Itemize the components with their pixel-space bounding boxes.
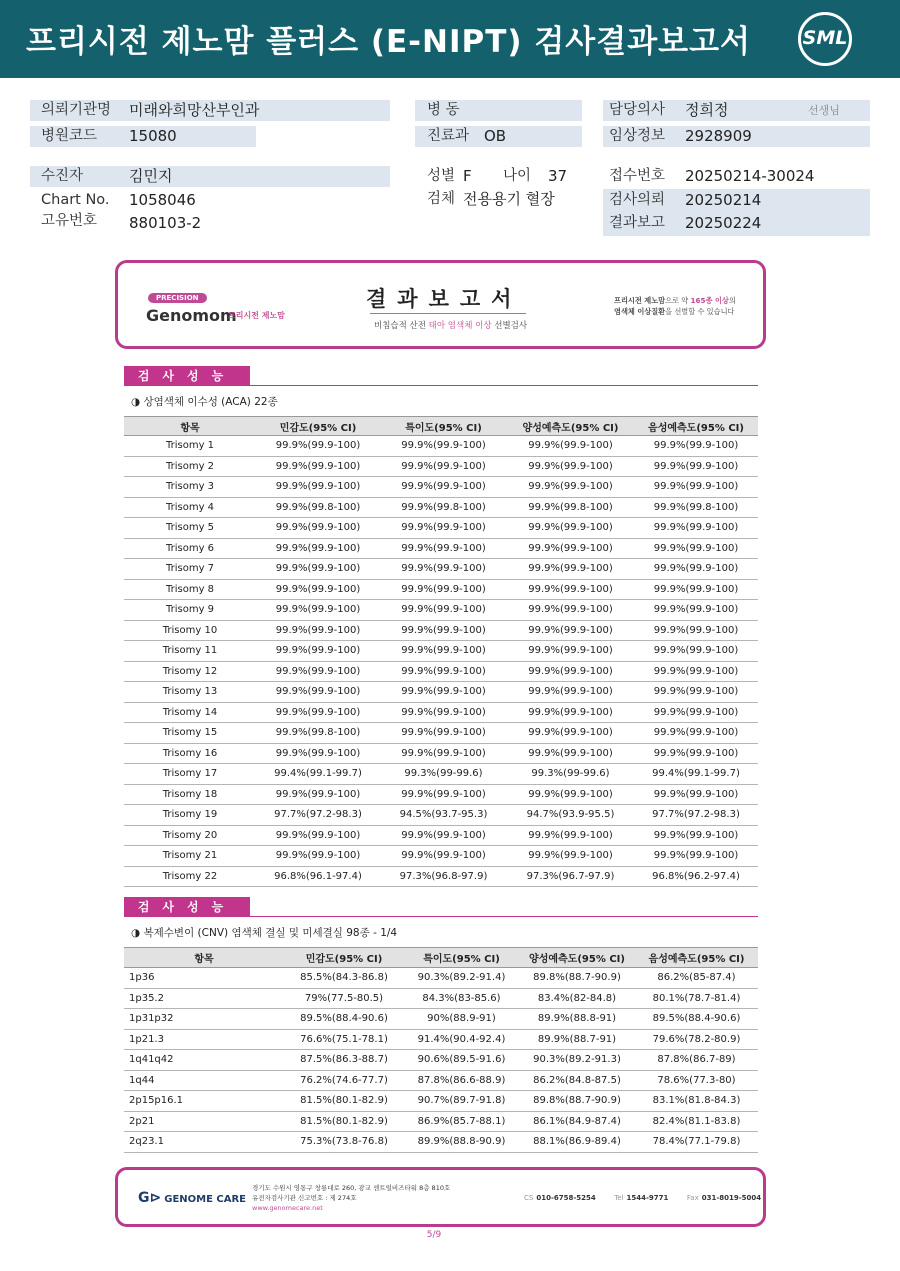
row-value-cell: 81.5%(80.1-82.9) — [284, 1111, 404, 1132]
row-item-cell: 2q23.1 — [124, 1132, 284, 1153]
row-item-cell: Trisomy 6 — [124, 538, 256, 559]
cnv-performance-table — [124, 947, 758, 1153]
row-value-cell: 99.9%(99.9-100) — [507, 846, 634, 867]
table-row — [124, 641, 758, 662]
table-header-row — [124, 948, 758, 968]
row-value-cell: 81.5%(80.1-82.9) — [284, 1091, 404, 1112]
request-value: 20250214 — [685, 191, 762, 209]
row-value-cell: 99.9%(99.9-100) — [256, 784, 380, 805]
row-value-cell: 99.9%(99.9-100) — [256, 436, 380, 457]
patient-name-label: 수진자 — [41, 168, 84, 184]
sml-logo — [798, 12, 852, 66]
uid-label: 고유번호 — [41, 213, 98, 229]
precision-badge: PRECISION — [148, 293, 207, 303]
col-header: 양성예측도(95% CI) — [507, 417, 634, 436]
cs-phone: 010-6758-5254 — [536, 1194, 596, 1202]
row-value-cell: 99.9%(99.9-100) — [507, 559, 634, 580]
table-row — [124, 1111, 758, 1132]
row-value-cell: 91.4%(90.4-92.4) — [404, 1029, 519, 1050]
row-value-cell: 99.9%(99.9-100) — [634, 743, 758, 764]
table-row — [124, 784, 758, 805]
row-value-cell: 80.1%(78.7-81.4) — [635, 988, 758, 1009]
footer-box — [115, 1167, 766, 1227]
row-item-cell: 1p21.3 — [124, 1029, 284, 1050]
row-value-cell: 99.9%(99.9-100) — [256, 682, 380, 703]
row-value-cell: 99.9%(99.9-100) — [256, 825, 380, 846]
row-value-cell: 86.2%(84.8-87.5) — [519, 1070, 635, 1091]
row-value-cell: 99.9%(99.9-100) — [380, 518, 507, 539]
row-value-cell: 99.9%(99.8-100) — [256, 497, 380, 518]
row-value-cell: 99.9%(99.9-100) — [634, 579, 758, 600]
tel-phone: 1544-9771 — [626, 1194, 669, 1202]
row-value-cell: 99.9%(99.9-100) — [507, 538, 634, 559]
uid-value: 880103-2 — [129, 214, 202, 232]
row-value-cell: 90.3%(89.2-91.3) — [519, 1050, 635, 1071]
report-date-label: 결과보고 — [609, 215, 666, 231]
row-value-cell: 99.9%(99.9-100) — [380, 436, 507, 457]
row-value-cell: 99.9%(99.9-100) — [507, 600, 634, 621]
row-item-cell: Trisomy 21 — [124, 846, 256, 867]
row-value-cell: 99.9%(99.9-100) — [256, 538, 380, 559]
row-value-cell: 99.4%(99.1-99.7) — [634, 764, 758, 785]
row-value-cell: 99.9%(99.9-100) — [380, 600, 507, 621]
row-value-cell: 99.9%(99.9-100) — [634, 846, 758, 867]
row-value-cell: 83.1%(81.8-84.3) — [635, 1091, 758, 1112]
receipt-value: 20250214-30024 — [685, 167, 815, 185]
row-value-cell: 99.9%(99.9-100) — [507, 825, 634, 846]
row-value-cell: 88.1%(86.9-89.4) — [519, 1132, 635, 1153]
row-value-cell: 99.3%(99-99.6) — [380, 764, 507, 785]
specimen-value: 전용용기 혈장 — [463, 190, 555, 208]
table-row — [124, 702, 758, 723]
row-value-cell: 99.9%(99.9-100) — [634, 661, 758, 682]
row-value-cell: 79%(77.5-80.5) — [284, 988, 404, 1009]
row-value-cell: 89.9%(88.8-91) — [519, 1009, 635, 1030]
row-value-cell: 86.1%(84.9-87.4) — [519, 1111, 635, 1132]
row-value-cell: 99.9%(99.9-100) — [634, 538, 758, 559]
row-value-cell: 99.9%(99.8-100) — [634, 497, 758, 518]
row-value-cell: 96.8%(96.2-97.4) — [634, 866, 758, 887]
row-value-cell: 99.9%(99.9-100) — [380, 538, 507, 559]
row-value-cell: 97.3%(96.7-97.9) — [507, 866, 634, 887]
row-item-cell: Trisomy 9 — [124, 600, 256, 621]
row-value-cell: 99.9%(99.9-100) — [256, 456, 380, 477]
row-value-cell: 99.9%(99.9-100) — [256, 846, 380, 867]
chart-no-value: 1058046 — [129, 191, 196, 209]
row-value-cell: 99.9%(99.9-100) — [380, 743, 507, 764]
dept-label: 진료과 — [427, 128, 470, 144]
institution-value: 미래와희망산부인과 — [129, 101, 260, 119]
row-value-cell: 83.4%(82-84.8) — [519, 988, 635, 1009]
row-value-cell: 99.9%(99.9-100) — [634, 641, 758, 662]
header-bar — [0, 0, 900, 78]
row-value-cell: 76.6%(75.1-78.1) — [284, 1029, 404, 1050]
row-value-cell: 99.9%(99.9-100) — [380, 825, 507, 846]
row-value-cell: 94.5%(93.7-95.3) — [380, 805, 507, 826]
row-value-cell: 90.3%(89.2-91.4) — [404, 968, 519, 989]
doctor-label: 담당의사 — [609, 102, 666, 118]
table-row — [124, 518, 758, 539]
row-value-cell: 84.3%(83-85.6) — [404, 988, 519, 1009]
row-value-cell: 99.3%(99-99.6) — [507, 764, 634, 785]
row-value-cell: 99.9%(99.9-100) — [256, 477, 380, 498]
table-row — [124, 497, 758, 518]
hospital-code-label: 병원코드 — [41, 128, 98, 144]
row-item-cell: Trisomy 1 — [124, 436, 256, 457]
report-date-value: 20250224 — [685, 214, 762, 232]
row-value-cell: 99.9%(99.9-100) — [507, 518, 634, 539]
genome-care-logo: G⊳ GENOME CARE — [138, 1190, 247, 1206]
doctor-value: 정희정 — [685, 101, 729, 119]
row-value-cell: 99.9%(99.9-100) — [634, 825, 758, 846]
table-row — [124, 743, 758, 764]
banner-description: 프리시전 제노맘으로 약 165종 이상의 염색체 이상질환을 선별할 수 있습니다 — [614, 296, 736, 316]
row-value-cell: 85.5%(84.3-86.8) — [284, 968, 404, 989]
row-value-cell: 99.9%(99.9-100) — [380, 477, 507, 498]
row-value-cell: 99.4%(99.1-99.7) — [256, 764, 380, 785]
request-label: 검사의뢰 — [609, 192, 666, 208]
col-header: 특이도(95% CI) — [380, 417, 507, 436]
table-row — [124, 1070, 758, 1091]
row-value-cell: 99.9%(99.9-100) — [380, 784, 507, 805]
row-value-cell: 96.8%(96.1-97.4) — [256, 866, 380, 887]
table-row — [124, 436, 758, 457]
row-value-cell: 99.9%(99.9-100) — [634, 620, 758, 641]
table-row — [124, 1009, 758, 1030]
col-header: 양성예측도(95% CI) — [519, 948, 635, 968]
row-value-cell: 99.9%(99.9-100) — [634, 702, 758, 723]
row-item-cell: Trisomy 19 — [124, 805, 256, 826]
age-label: 나이 — [503, 168, 532, 184]
row-value-cell: 78.4%(77.1-79.8) — [635, 1132, 758, 1153]
row-value-cell: 99.9%(99.9-100) — [256, 641, 380, 662]
chart-no-label: Chart No. — [41, 192, 110, 208]
row-value-cell: 99.9%(99.9-100) — [380, 456, 507, 477]
row-value-cell: 97.3%(96.8-97.9) — [380, 866, 507, 887]
row-item-cell: 1p36 — [124, 968, 284, 989]
row-value-cell: 99.9%(99.9-100) — [634, 784, 758, 805]
row-item-cell: 2p15p16.1 — [124, 1091, 284, 1112]
row-value-cell: 82.4%(81.1-83.8) — [635, 1111, 758, 1132]
row-value-cell: 99.9%(99.8-100) — [507, 497, 634, 518]
row-value-cell: 99.9%(99.9-100) — [507, 743, 634, 764]
row-value-cell: 99.9%(99.9-100) — [507, 723, 634, 744]
row-value-cell: 87.8%(86.7-89) — [635, 1050, 758, 1071]
row-value-cell: 99.9%(99.9-100) — [507, 641, 634, 662]
table-row — [124, 968, 758, 989]
row-item-cell: Trisomy 14 — [124, 702, 256, 723]
table-row — [124, 559, 758, 580]
row-value-cell: 86.9%(85.7-88.1) — [404, 1111, 519, 1132]
aca-performance-table — [124, 416, 758, 887]
table-row — [124, 600, 758, 621]
row-item-cell: Trisomy 18 — [124, 784, 256, 805]
age-value: 37 — [548, 167, 568, 185]
receipt-label: 접수번호 — [609, 168, 666, 184]
row-value-cell: 99.9%(99.9-100) — [256, 518, 380, 539]
genome-care-icon: G⊳ — [138, 1190, 162, 1206]
col-header: 항목 — [124, 417, 256, 436]
row-value-cell: 99.9%(99.9-100) — [256, 600, 380, 621]
row-item-cell: Trisomy 16 — [124, 743, 256, 764]
row-item-cell: Trisomy 22 — [124, 866, 256, 887]
row-value-cell: 76.2%(74.6-77.7) — [284, 1070, 404, 1091]
row-value-cell: 90.7%(89.7-91.8) — [404, 1091, 519, 1112]
clinical-label: 임상정보 — [609, 128, 666, 144]
ward-label: 병 동 — [427, 102, 460, 118]
table-row — [124, 538, 758, 559]
row-value-cell: 99.9%(99.9-100) — [380, 579, 507, 600]
col-header: 민감도(95% CI) — [256, 417, 380, 436]
section1-heading: 검사성능 — [124, 366, 250, 386]
section1-rule — [124, 385, 758, 386]
dept-value: OB — [484, 127, 507, 145]
row-value-cell: 99.9%(99.9-100) — [380, 702, 507, 723]
row-item-cell: Trisomy 7 — [124, 559, 256, 580]
report-title: 프리시전 제노맘 플러스 (E-NIPT) 검사결과보고서 — [26, 24, 751, 60]
row-item-cell: Trisomy 13 — [124, 682, 256, 703]
row-item-cell: Trisomy 3 — [124, 477, 256, 498]
row-item-cell: 1q41q42 — [124, 1050, 284, 1071]
table-row — [124, 988, 758, 1009]
sex-value: F — [463, 167, 472, 185]
footer-address-block — [252, 1183, 450, 1213]
col-header: 음성예측도(95% CI) — [635, 948, 758, 968]
footer-url[interactable]: www.genomecare.net — [252, 1204, 323, 1212]
row-value-cell: 99.9%(99.9-100) — [507, 784, 634, 805]
page-number: 5/9 — [426, 1230, 442, 1240]
col-header: 특이도(95% CI) — [404, 948, 519, 968]
row-value-cell: 89.5%(88.4-90.6) — [284, 1009, 404, 1030]
banner-subtitle: 비침습적 산전 태아 염색체 이상 선별검사 — [374, 321, 528, 331]
row-value-cell: 99.9%(99.9-100) — [256, 620, 380, 641]
section2-subtitle: ◑ 복제수변이 (CNV) 염색체 결실 및 미세결실 98종 - 1/4 — [131, 927, 398, 939]
table-header-row — [124, 417, 758, 436]
row-value-cell: 99.9%(99.9-100) — [634, 600, 758, 621]
table-row — [124, 1091, 758, 1112]
clinical-value: 2928909 — [685, 127, 752, 145]
row-value-cell: 99.9%(99.9-100) — [507, 620, 634, 641]
section2-rule — [124, 916, 758, 917]
doctor-suffix: 선생님 — [808, 104, 840, 117]
row-value-cell: 99.9%(99.9-100) — [634, 477, 758, 498]
banner-title: 결과보고서 — [366, 287, 523, 311]
row-value-cell: 86.2%(85-87.4) — [635, 968, 758, 989]
table-row — [124, 1132, 758, 1153]
row-value-cell: 99.9%(99.9-100) — [634, 559, 758, 580]
row-value-cell: 99.9%(99.8-100) — [380, 497, 507, 518]
row-item-cell: Trisomy 12 — [124, 661, 256, 682]
patient-name-box — [30, 166, 390, 187]
sex-label: 성별 — [427, 168, 456, 184]
banner-title-underline — [370, 313, 526, 314]
row-item-cell: 1p35.2 — [124, 988, 284, 1009]
row-value-cell: 99.9%(99.9-100) — [507, 661, 634, 682]
row-value-cell: 79.6%(78.2-80.9) — [635, 1029, 758, 1050]
hospital-code-value: 15080 — [129, 127, 177, 145]
sml-logo-text: SML — [802, 27, 848, 49]
patient-name-value: 김민지 — [129, 167, 173, 185]
row-item-cell: Trisomy 20 — [124, 825, 256, 846]
row-item-cell: Trisomy 5 — [124, 518, 256, 539]
table-row — [124, 764, 758, 785]
genomom-banner — [115, 260, 766, 349]
row-value-cell: 99.9%(99.9-100) — [634, 456, 758, 477]
table-row — [124, 723, 758, 744]
row-value-cell: 90%(88.9-91) — [404, 1009, 519, 1030]
row-value-cell: 99.9%(99.9-100) — [380, 620, 507, 641]
row-value-cell: 99.9%(99.9-100) — [507, 682, 634, 703]
row-value-cell: 99.9%(99.9-100) — [507, 477, 634, 498]
row-value-cell: 89.9%(88.7-91) — [519, 1029, 635, 1050]
col-header: 음성예측도(95% CI) — [634, 417, 758, 436]
table-row — [124, 825, 758, 846]
col-header: 민감도(95% CI) — [284, 948, 404, 968]
row-item-cell: Trisomy 4 — [124, 497, 256, 518]
institution-label: 의뢰기관명 — [41, 102, 112, 118]
row-item-cell: Trisomy 17 — [124, 764, 256, 785]
table-row — [124, 456, 758, 477]
specimen-label: 검체 — [427, 191, 456, 207]
table-row — [124, 620, 758, 641]
table-row — [124, 1050, 758, 1071]
table-row — [124, 682, 758, 703]
row-item-cell: 1p31p32 — [124, 1009, 284, 1030]
section1-subtitle: ◑ 상염색체 이수성 (ACA) 22종 — [131, 396, 278, 408]
row-item-cell: 1q44 — [124, 1070, 284, 1091]
row-value-cell: 99.9%(99.9-100) — [380, 723, 507, 744]
row-value-cell: 89.9%(88.8-90.9) — [404, 1132, 519, 1153]
row-value-cell: 99.9%(99.9-100) — [380, 846, 507, 867]
row-value-cell: 99.9%(99.9-100) — [380, 661, 507, 682]
fax-phone: 031-8019-5004 — [701, 1194, 762, 1202]
row-value-cell: 99.9%(99.9-100) — [256, 559, 380, 580]
row-value-cell: 99.9%(99.9-100) — [634, 436, 758, 457]
row-value-cell: 97.7%(97.2-98.3) — [256, 805, 380, 826]
row-value-cell: 89.8%(88.7-90.9) — [519, 968, 635, 989]
row-value-cell: 99.9%(99.9-100) — [634, 723, 758, 744]
row-item-cell: Trisomy 8 — [124, 579, 256, 600]
row-value-cell: 90.6%(89.5-91.6) — [404, 1050, 519, 1071]
table-row — [124, 477, 758, 498]
table-row — [124, 661, 758, 682]
row-value-cell: 99.9%(99.9-100) — [634, 682, 758, 703]
row-value-cell: 99.9%(99.9-100) — [507, 456, 634, 477]
footer-address: 경기도 수원시 영통구 창룡대로 260, 광교 센트럴비즈타워 8층 810호 — [252, 1184, 451, 1192]
row-value-cell: 78.6%(77.3-80) — [635, 1070, 758, 1091]
row-value-cell: 99.9%(99.9-100) — [380, 559, 507, 580]
row-value-cell: 87.5%(86.3-88.7) — [284, 1050, 404, 1071]
row-value-cell: 99.9%(99.9-100) — [380, 641, 507, 662]
row-value-cell: 99.9%(99.9-100) — [380, 682, 507, 703]
row-value-cell: 99.9%(99.9-100) — [256, 702, 380, 723]
table-row — [124, 846, 758, 867]
row-value-cell: 89.5%(88.4-90.6) — [635, 1009, 758, 1030]
row-value-cell: 99.9%(99.9-100) — [507, 436, 634, 457]
row-item-cell: Trisomy 10 — [124, 620, 256, 641]
row-item-cell: Trisomy 15 — [124, 723, 256, 744]
col-header: 항목 — [124, 948, 284, 968]
genomom-logo: Genomom — [146, 306, 237, 325]
table-row — [124, 866, 758, 887]
row-value-cell: 99.9%(99.8-100) — [256, 723, 380, 744]
row-item-cell: Trisomy 2 — [124, 456, 256, 477]
row-value-cell: 99.9%(99.9-100) — [634, 518, 758, 539]
genomom-logo-sub: 프리시전 제노맘 — [228, 311, 285, 320]
section2-heading: 검사성능 — [124, 897, 250, 917]
row-value-cell: 99.9%(99.9-100) — [507, 579, 634, 600]
row-value-cell: 99.9%(99.9-100) — [256, 579, 380, 600]
row-value-cell: 75.3%(73.8-76.8) — [284, 1132, 404, 1153]
row-value-cell: 99.9%(99.9-100) — [256, 661, 380, 682]
footer-license: 유전자검사기관 신고번호 : 제 274호 — [252, 1194, 357, 1202]
row-item-cell: Trisomy 11 — [124, 641, 256, 662]
row-value-cell: 89.8%(88.7-90.9) — [519, 1091, 635, 1112]
row-value-cell: 99.9%(99.9-100) — [507, 702, 634, 723]
row-value-cell: 94.7%(93.9-95.5) — [507, 805, 634, 826]
row-item-cell: 2p21 — [124, 1111, 284, 1132]
table-row — [124, 1029, 758, 1050]
table-row — [124, 805, 758, 826]
table-row — [124, 579, 758, 600]
footer-contacts: CS 010-6758-5254 Tel 1544-9771 Fax 031-8019-5004 — [524, 1194, 762, 1202]
row-value-cell: 99.9%(99.9-100) — [256, 743, 380, 764]
row-value-cell: 97.7%(97.2-98.3) — [634, 805, 758, 826]
row-value-cell: 87.8%(86.6-88.9) — [404, 1070, 519, 1091]
